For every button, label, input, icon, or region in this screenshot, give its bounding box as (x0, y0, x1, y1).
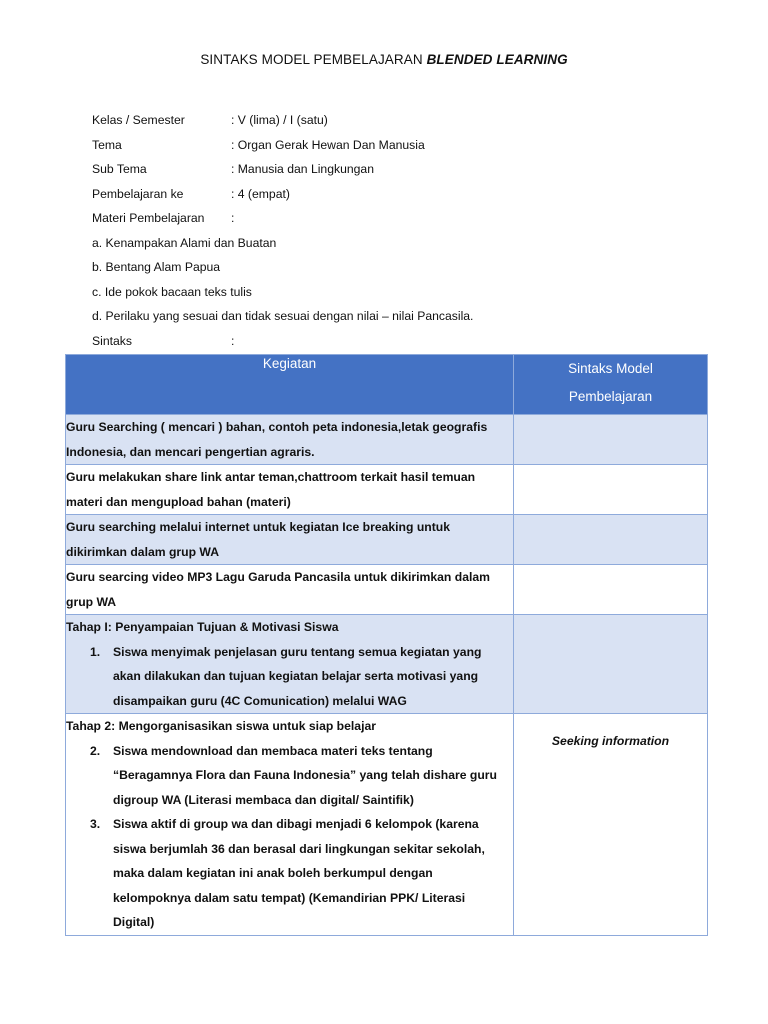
syntax-table (65, 354, 708, 936)
item-line: kelompoknya dalam satu tempat) (Kemandirian PPK/ Literasi (113, 890, 466, 905)
info-row-sintaks (92, 329, 473, 354)
item-line: siswa berjumlah 36 dan berasal dari lingkungan sekitar sekolah, (113, 841, 485, 856)
item-number: 2. (90, 743, 101, 758)
activity-line: dikirimkan dalam grup WA (66, 544, 220, 559)
materi-item (92, 304, 473, 329)
numbered-item (66, 739, 513, 813)
document-title (0, 52, 768, 67)
info-row-materi (92, 206, 473, 231)
info-label: Materi Pembelajaran (92, 211, 205, 226)
activity-line: grup WA (66, 594, 117, 609)
item-line: Siswa menyimak penjelasan guru tentang semua kegiatan yang (113, 644, 482, 659)
table-row (66, 515, 708, 565)
activity-line: Guru searching melalui internet untuk kegiatan Ice breaking untuk (66, 520, 450, 534)
materi-item-text: b. Bentang Alam Papua (92, 260, 221, 275)
syntax-cell (514, 565, 708, 615)
activity-line: materi dan mengupload bahan (materi) (66, 494, 291, 509)
header-sintaks (514, 355, 708, 415)
syntax-cell (514, 615, 708, 714)
activity-cell (66, 565, 514, 615)
info-label: Sintaks (92, 333, 132, 348)
info-value: : Manusia dan Lingkungan (231, 162, 374, 177)
numbered-item (66, 812, 513, 935)
header-sintaks-line: Pembelajaran (568, 389, 653, 404)
activity-cell (66, 515, 514, 565)
materi-item-text: a. Kenampakan Alami dan Buatan (92, 235, 277, 250)
numbered-item (66, 640, 513, 714)
lesson-info (92, 108, 473, 353)
item-line: maka dalam kegiatan ini anak boleh berkumpul dengan (113, 866, 433, 880)
activity-line: Indonesia, dan mencari pengertian agraris. (66, 444, 315, 459)
item-text (113, 739, 513, 813)
item-line: disampaikan guru (4C Comunication) melalui WAG (113, 693, 407, 708)
item-line: Siswa aktif di group wa dan dibagi menjadi 6 kelompok (karena (113, 817, 479, 831)
syntax-label: Seeking information (551, 734, 670, 748)
header-kegiatan (66, 355, 514, 415)
stage-heading: Tahap I: Penyampaian Tujuan & Motivasi Siswa (66, 620, 339, 634)
title-emphasis: BLENDED LEARNING (426, 52, 568, 67)
info-label: Kelas / Semester (92, 113, 185, 128)
syntax-cell (514, 714, 708, 936)
syntax-cell (514, 465, 708, 515)
table-row (66, 465, 708, 515)
item-number: 3. (90, 817, 101, 831)
item-text (113, 640, 513, 714)
item-text (113, 812, 513, 935)
materi-item (92, 231, 473, 256)
activity-cell (66, 465, 514, 515)
table-row (66, 415, 708, 465)
header-kegiatan-text: Kegiatan (262, 356, 317, 371)
info-label: Tema (92, 137, 122, 152)
table-row-tahap-1 (66, 615, 708, 714)
item-number: 1. (90, 644, 101, 659)
title-plain: SINTAKS MODEL PEMBELAJARAN (200, 52, 427, 67)
info-label: Pembelajaran ke (92, 186, 184, 201)
activity-cell (66, 615, 514, 714)
stage-heading: Tahap 2: Mengorganisasikan siswa untuk siap belajar (66, 719, 376, 733)
info-value: : Organ Gerak Hewan Dan Manusia (231, 137, 425, 152)
item-line: digroup WA (Literasi membaca dan digital/ Saintifik) (113, 792, 414, 807)
info-value: : V (lima) / I (satu) (231, 113, 328, 128)
activity-line: Guru Searching ( mencari ) bahan, contoh peta indonesia,letak geografis (66, 420, 488, 434)
info-row-pembelajaran (92, 182, 473, 207)
item-line: “Beragamnya Flora dan Fauna Indonesia” yang telah dishare guru (113, 768, 497, 782)
info-row-subtema (92, 157, 473, 182)
syntax-cell (514, 515, 708, 565)
info-row-tema (92, 133, 473, 158)
info-value: : (231, 211, 235, 226)
table-row (66, 565, 708, 615)
info-value: : (231, 333, 235, 348)
materi-item (92, 255, 473, 280)
materi-item (92, 280, 473, 305)
activity-line: Guru melakukan share link antar teman,chattroom terkait hasil temuan (66, 470, 476, 484)
materi-item-text: d. Perilaku yang sesuai dan tidak sesuai dengan nilai – nilai Pancasila. (92, 309, 474, 324)
item-line: akan dilakukan dan tujuan kegiatan belajar serta motivasi yang (113, 669, 479, 683)
materi-item-text: c. Ide pokok bacaan teks tulis (92, 284, 252, 299)
syntax-cell (514, 415, 708, 465)
item-line: Digital) (113, 915, 155, 929)
table-header-row (66, 355, 708, 415)
info-value: : 4 (empat) (231, 186, 290, 201)
activity-cell (66, 415, 514, 465)
item-line: Siswa mendownload dan membaca materi teks tentang (113, 743, 433, 758)
table-row-tahap-2 (66, 714, 708, 936)
header-sintaks-line: Sintaks Model (568, 361, 653, 376)
activity-line: Guru searcing video MP3 Lagu Garuda Pancasila untuk dikirimkan dalam (66, 570, 490, 584)
info-label: Sub Tema (92, 162, 147, 177)
info-row-kelas (92, 108, 473, 133)
activity-cell (66, 714, 514, 936)
